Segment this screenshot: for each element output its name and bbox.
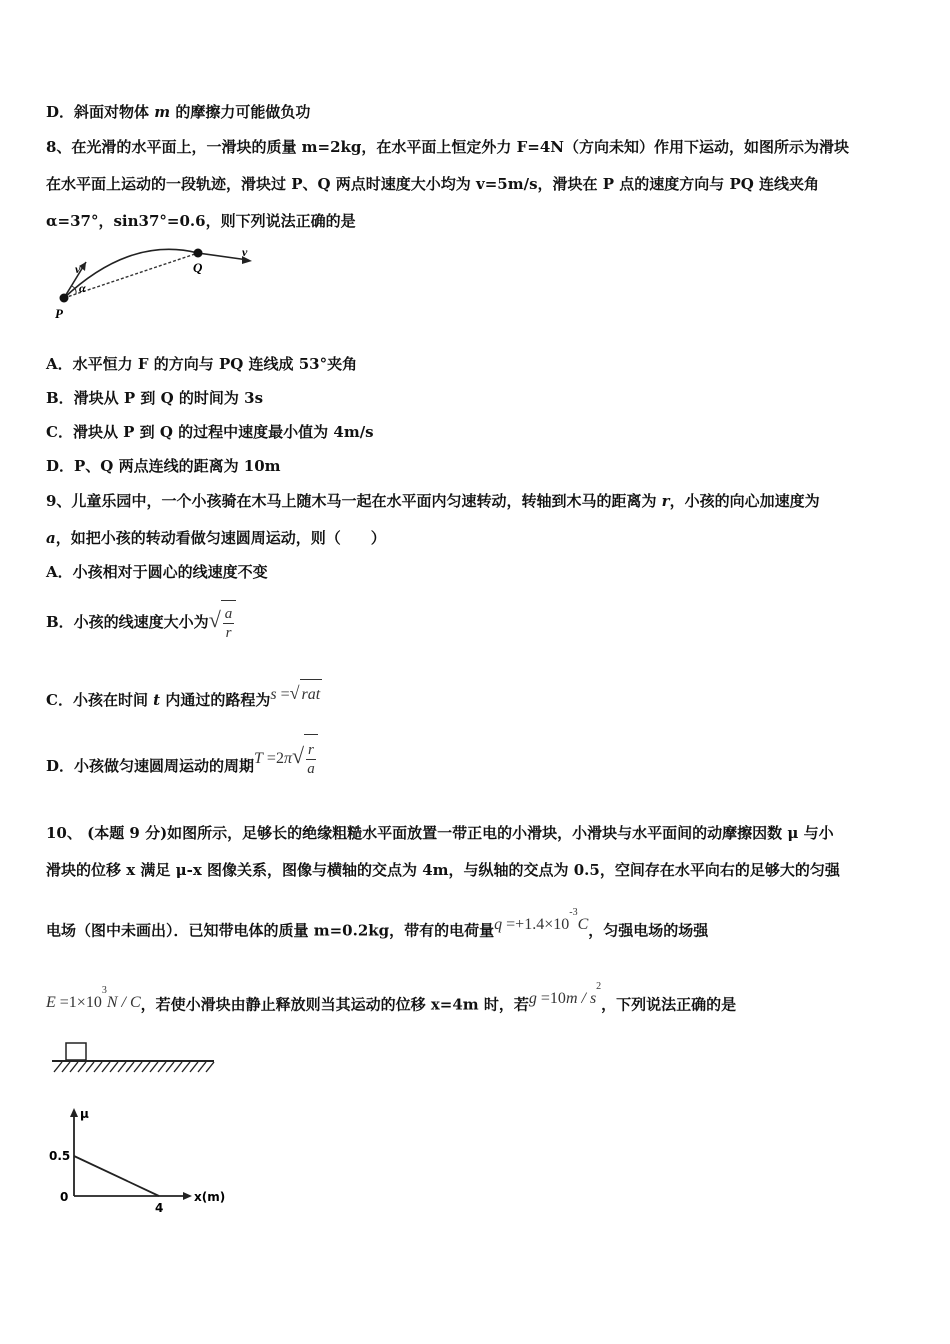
var-a: a bbox=[46, 529, 56, 547]
q8-option-b: B．滑块从 P 到 Q 的时间为 3s bbox=[46, 389, 264, 407]
q9-option-c: C．小孩在时间 t 内通过的路程为s =√ rat bbox=[46, 684, 322, 716]
q10-stem-line4: $E =1\times 10^3N / C$，若使小滑块由静止释放则当其运动的位移 x=4m 时，若$g =10m / s^2$，下列说法正确的是 bbox=[46, 981, 737, 1014]
slider-block bbox=[66, 1043, 86, 1060]
y-tick-label: 0.5 bbox=[49, 1149, 71, 1163]
x-axis-arrow bbox=[183, 1192, 192, 1200]
formula-gravity: $g =10m / s^2$ bbox=[528, 981, 602, 1008]
q8-trajectory-figure bbox=[50, 244, 270, 324]
x-tick-label: 4 bbox=[155, 1201, 164, 1215]
q10-block-on-surface-figure bbox=[50, 1040, 220, 1080]
q9-option-a: A．小孩相对于圆心的线速度不变 bbox=[46, 563, 268, 581]
formula-charge: $q =+1.4\times 10^{-3}C$ bbox=[494, 907, 589, 934]
q8-stem-line1: 8、在光滑的水平面上，一滑块的质量 m=2kg，在水平面上恒定外力 F=4N（方向未知）作用下运动，如图所示为滑块 bbox=[46, 138, 850, 156]
formula-period: T =2π√ $\frac{r}{a}$ bbox=[254, 750, 318, 767]
q10-stem-line2: 滑块的位移 x 满足 μ-x 图像关系，图像与横轴的交点为 4m，与纵轴的交点为 0.5，空间存在水平向右的足够大的匀强 bbox=[46, 861, 840, 879]
q10-mu-x-graph bbox=[46, 1104, 236, 1224]
q8-option-a: A．水平恒力 F 的方向与 PQ 连线成 53°夹角 bbox=[46, 355, 358, 373]
q7-option-d: D．斜面对物体 m 的摩擦力可能做负功 bbox=[46, 103, 311, 121]
q9-stem-line1: 9、儿童乐园中，一个小孩骑在木马上随木马一起在水平面内匀速转动，转轴到木马的距离为 r，小孩的向心加速度为 bbox=[46, 492, 820, 510]
q10-stem-line1: 10、 (本题 9 分)如图所示，足够长的绝缘粗糙水平面放置一带正电的小滑块，小滑块与水平面间的动摩擦因数 μ 与小 bbox=[46, 824, 834, 842]
q9-stem-line2: a，如把小孩的转动看做匀速圆周运动，则（ ） bbox=[46, 529, 386, 547]
y-axis-arrow bbox=[70, 1108, 78, 1117]
formula-field: $E =1\times 10^3N / C$ bbox=[46, 985, 141, 1012]
q8-option-c: C．滑块从 P 到 Q 的过程中速度最小值为 4m/s bbox=[46, 423, 374, 441]
velocity-arrow-q bbox=[198, 253, 248, 260]
origin-label: 0 bbox=[60, 1190, 69, 1204]
label-v-right: v bbox=[242, 245, 248, 259]
label-v-left: v bbox=[75, 262, 81, 276]
q9-option-d: D．小孩做匀速圆周运动的周期T =2π√ $\frac{r}{a}$ bbox=[46, 740, 318, 791]
point-p bbox=[60, 294, 69, 303]
label-p: P bbox=[55, 306, 63, 321]
y-axis-label: μ bbox=[80, 1107, 89, 1121]
mu-x-line bbox=[74, 1156, 159, 1196]
label-q: Q bbox=[193, 260, 203, 275]
x-axis-label: x(m) bbox=[194, 1190, 226, 1204]
point-q bbox=[194, 249, 203, 258]
q8-option-d: D．P、Q 两点连线的距离为 10m bbox=[46, 457, 281, 475]
surface-hatching bbox=[54, 1062, 214, 1072]
formula-sqrt-a-over-r: √ $\frac{a}{r}$ bbox=[209, 614, 237, 631]
var-r: r bbox=[661, 492, 670, 510]
formula-s-eq-sqrt-rat: s =√ rat bbox=[270, 686, 322, 703]
q8-stem-line3: α=37°，sin37°=0.6，则下列说法正确的是 bbox=[46, 212, 356, 230]
q8-stem-line2: 在水平面上运动的一段轨迹，滑块过 P、Q 两点时速度大小均为 v=5m/s，滑块在 P 点的速度方向与 PQ 连线夹角 bbox=[46, 175, 820, 193]
var-m: m bbox=[154, 103, 171, 121]
q9-option-b: B．小孩的线速度大小为√ $\frac{a}{r}$ bbox=[46, 598, 236, 645]
label-alpha: α bbox=[79, 281, 86, 295]
q10-stem-line3: 电场（图中未画出）．已知带电体的质量 m=0.2kg，带有的电荷量$q =+1.4\times 10^{-3}C$，匀强电场的场强 bbox=[46, 907, 709, 940]
